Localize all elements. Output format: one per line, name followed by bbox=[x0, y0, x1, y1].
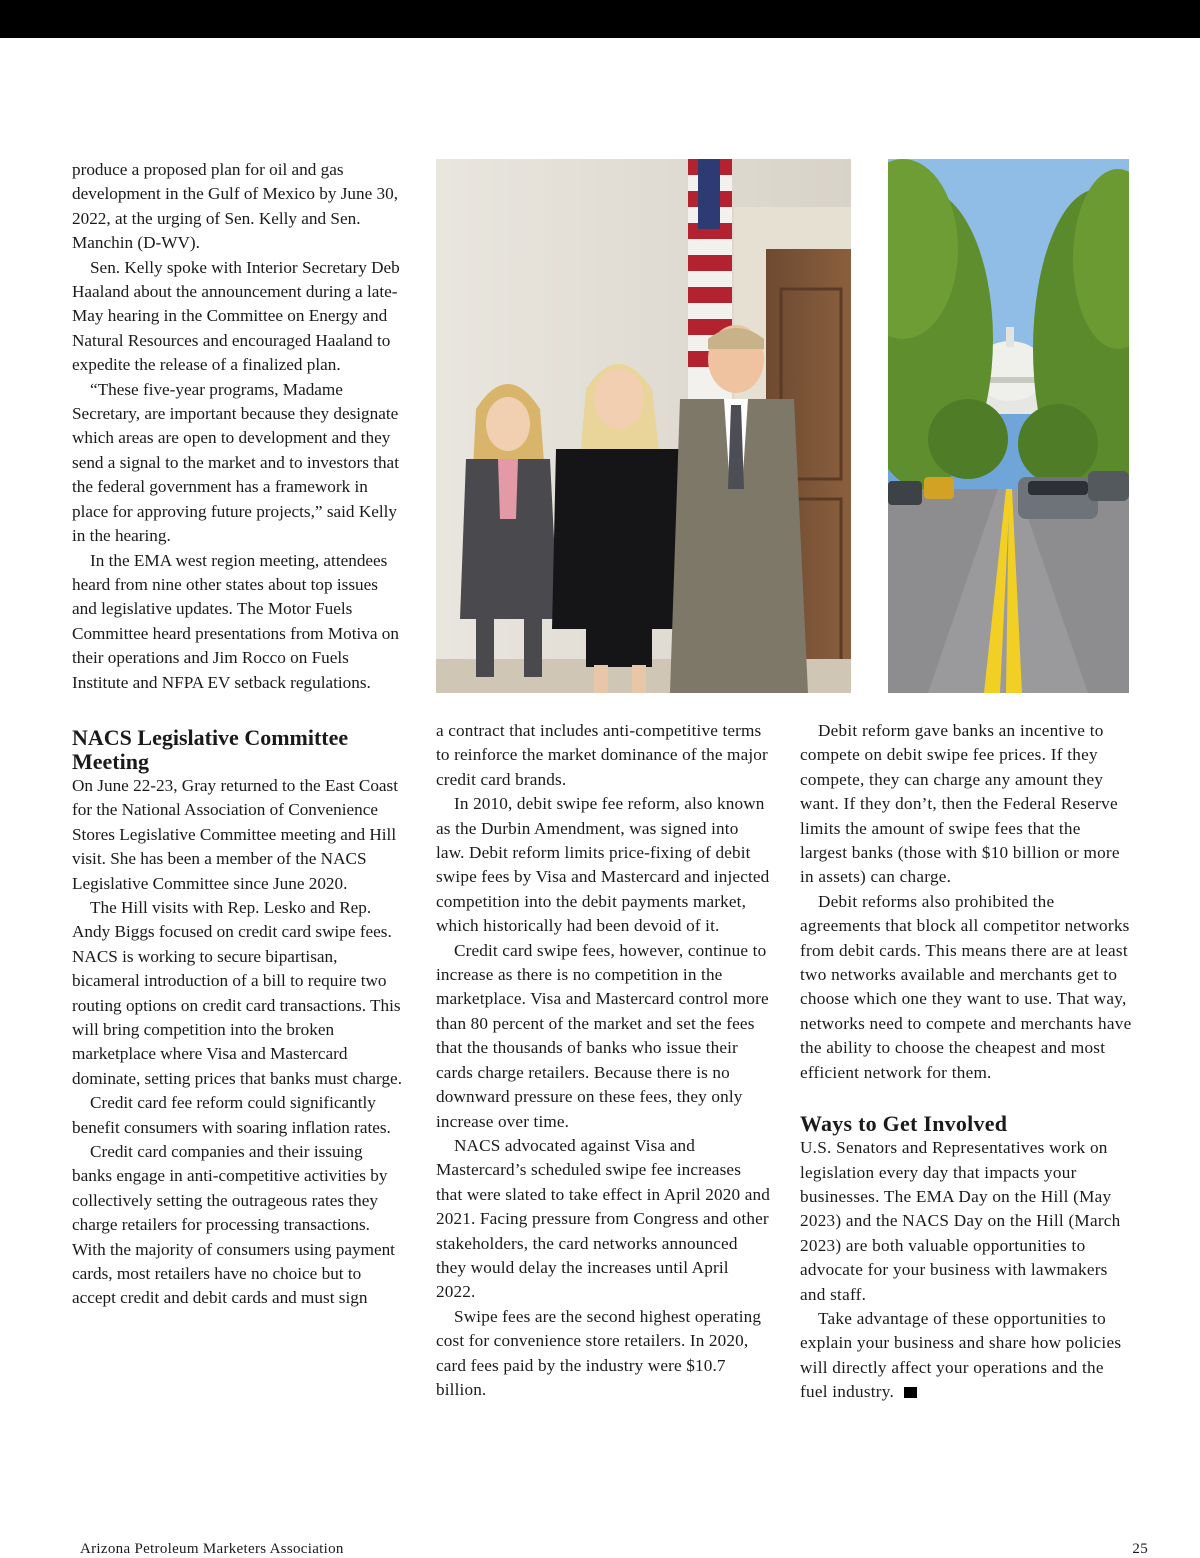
page-number: 25 bbox=[1132, 1541, 1148, 1557]
paragraph: The Hill visits with Rep. Lesko and Rep. Andy Biggs focused on credit card swipe fees. NACS is working to secure bipartisan, bicameral introduction of a bill to require two routing options on credit card transactions. This will bring competition into the broken marketplace where Visa and Mastercard dominate, setting prices that banks must charge. bbox=[72, 897, 402, 1088]
paragraph: produce a proposed plan for oil and gas development in the Gulf of Mexico by June 30, 2022, at the urging of Sen. Kelly and Sen. Manchin (D-WV). bbox=[72, 160, 399, 253]
paragraph: Credit card fee reform could significantly benefit consumers with soaring inflation rates. bbox=[72, 1093, 391, 1137]
section-heading-nacs: NACS Legislative Committee Meeting bbox=[72, 724, 349, 774]
section-heading-ways: Ways to Get Involved bbox=[800, 1111, 1008, 1137]
article-column-3 bbox=[800, 719, 1132, 1405]
paragraph: a contract that includes anti-competitive terms to reinforce the market dominance of the major credit card brands. bbox=[436, 721, 768, 789]
paragraph: Credit card companies and their issuing banks engage in anti-competitive activities by collectively setting the outrageous rates they charge retailers for processing transactions. With the majority of consumers using payment cards, most retailers have no choice but to accept credit and debit cards and must sign bbox=[72, 1142, 395, 1308]
footer-publication: Arizona Petroleum Marketers Association bbox=[80, 1541, 344, 1557]
paragraph: Swipe fees are the second highest operating cost for convenience store retailers. In 2020, card fees paid by the industry were $10.7 billion. bbox=[436, 1306, 762, 1399]
paragraph: In the EMA west region meeting, attendees heard from nine other states about top issues and legislative updates. The Motor Fuels Committee heard presentations from Motiva on their operations and Jim Rocco on Fuels Institute and NFPA EV setback regulations. bbox=[72, 550, 399, 692]
capitol-street-photo bbox=[888, 159, 1129, 693]
paragraph: On June 22-23, Gray returned to the East Coast for the National Association of Convenience Stores Legislative Committee meeting and Hill visit. She has been a member of the NACS Legislative Committee since June 2020. bbox=[72, 775, 399, 893]
article-column-2 bbox=[436, 719, 770, 1402]
paragraph: NACS advocated against Visa and Mastercard’s scheduled swipe fee increases that were slated to take effect in April 2020 and 2021. Facing pressure from Congress and other stakeholders, the card networks announced they would delay the increases until April 2022. bbox=[436, 1135, 770, 1302]
paragraph: “These five-year programs, Madame Secretary, are important because they designate which areas are open to development and they send a signal to the market and to investors that the federal government has a framework in place for approving future projects,” said Kelly in the hearing. bbox=[72, 379, 399, 546]
article-column-1 bbox=[72, 158, 402, 1311]
paragraph: Sen. Kelly spoke with Interior Secretary Deb Haaland about the announcement during a late-May hearing in the Committee on Energy and Natural Resources and encouraged Haaland to expedite the release of a finalized plan. bbox=[72, 257, 400, 375]
paragraph: Debit reform gave banks an incentive to compete on debit swipe fee prices. If they compete, they can charge any amount they want. If they don’t, then the Federal Reserve limits the amount of swipe fees that the largest banks (those with $10 billion or more in assets) can charge. bbox=[800, 721, 1120, 887]
paragraph: U.S. Senators and Representatives work on legislation every day that impacts your businesses. The EMA Day on the Hill (May 2023) and the NACS Day on the Hill (March 2023) are both valuable opportunities to advocate for your business with lawmakers and staff. bbox=[800, 1138, 1121, 1304]
paragraph: Debit reforms also prohibited the agreements that block all competitor networks from debit cards. This means there are at least two networks available and merchants get to choose which one they want to use. That way, networks need to compete and merchants have the ability to choose the cheapest and most efficient network for them. bbox=[800, 891, 1132, 1082]
paragraph-text: Take advantage of these opportunities to explain your business and share how policies will directly affect your operations and the fuel industry. bbox=[800, 1308, 1122, 1402]
paragraph: Credit card swipe fees, however, continue to increase as there is no competition in the marketplace. Visa and Mastercard control more than 80 percent of the market and set the fees that the thousands of banks who issue their cards charge retailers. Because there is no downward pressure on these fees, they only increase over time. bbox=[436, 940, 769, 1131]
paragraph: In 2010, debit swipe fee reform, also known as the Durbin Amendment, was signed into law. Debit reform limits price-fixing of debit swipe fees by Visa and Mastercard and injected competition into the debit payments market, which historically had been devoid of it. bbox=[436, 794, 770, 936]
group-photo bbox=[436, 159, 851, 693]
top-black-bar bbox=[0, 0, 1200, 38]
paragraph-final bbox=[800, 1307, 1132, 1405]
end-mark-icon bbox=[904, 1387, 917, 1398]
